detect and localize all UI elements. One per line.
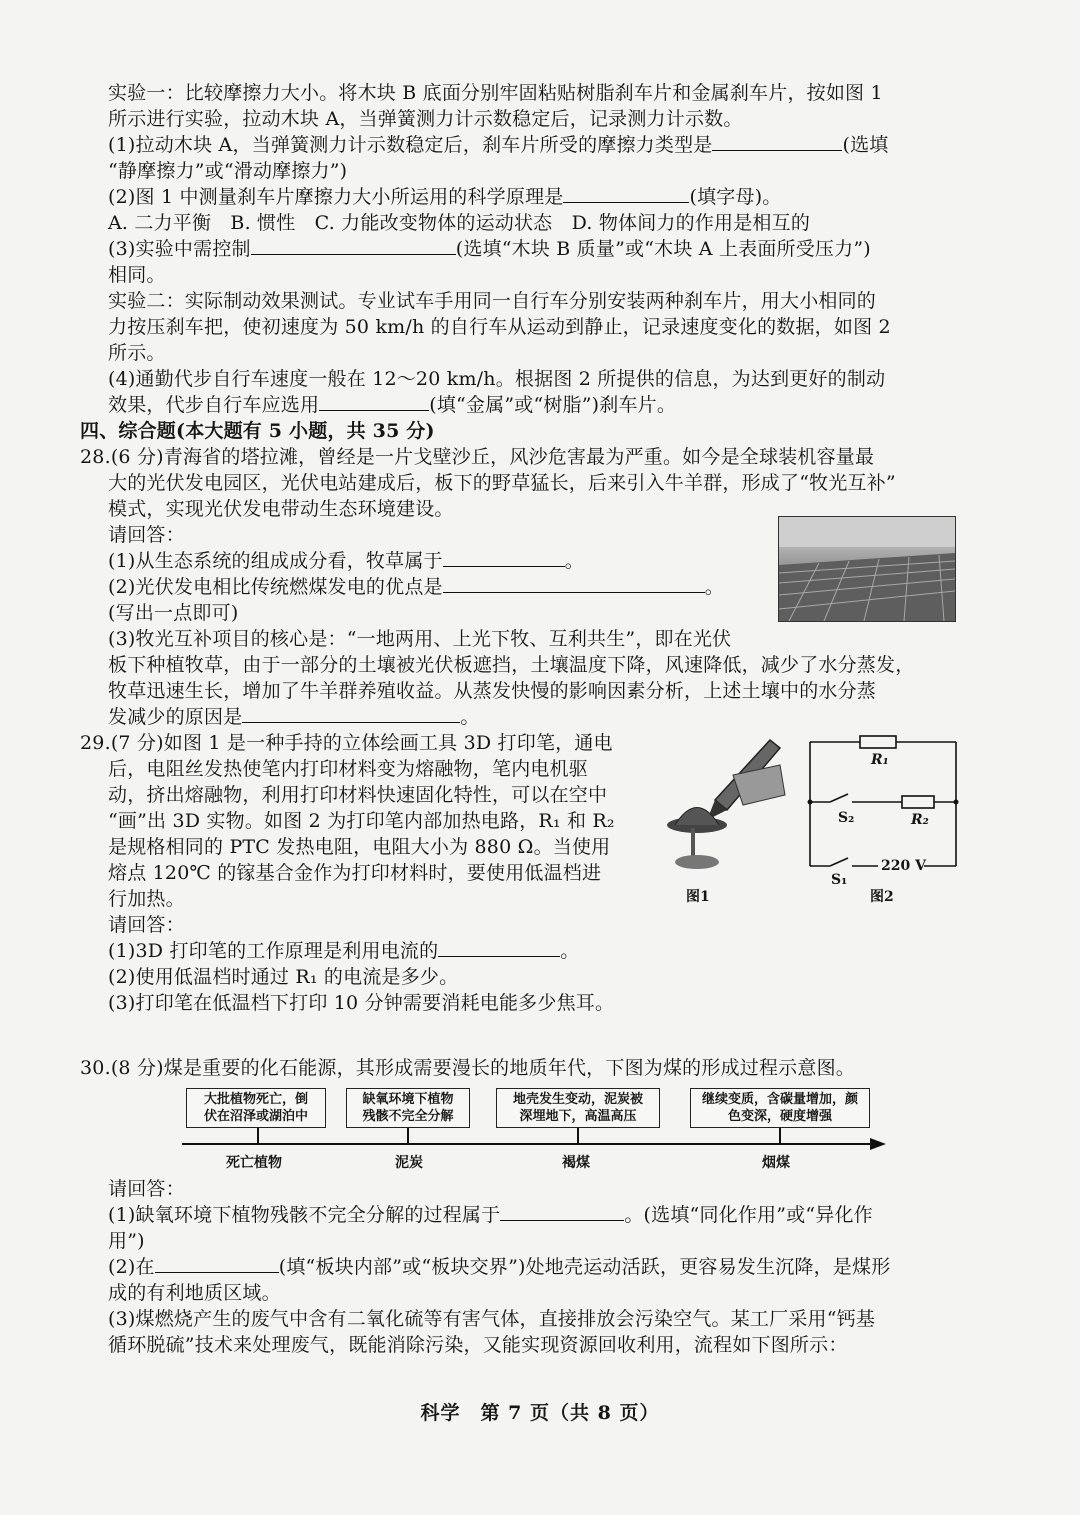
answer-blank[interactable]: [443, 574, 705, 593]
text-line: (3)煤燃烧产生的废气中含有二氧化硫等有害气体，直接排放会污染空气。某工厂采用“钙基: [108, 1308, 876, 1330]
answer-blank[interactable]: [242, 704, 460, 723]
text-line: (3)牧光互补项目的核心是：“一地两用、上光下牧、互利共生”，即在光伏: [108, 628, 732, 650]
3d-pen-illustration: [655, 720, 790, 880]
text-line: [108, 938, 748, 964]
timeline-label: 死亡植物: [226, 1155, 282, 1171]
timeline-box: [186, 1088, 326, 1128]
text-line: 所示进行实验，拉动木块 A，当弹簧测力计示数稳定后，记录测力计示数。: [108, 108, 743, 130]
text-line: [108, 1202, 968, 1228]
text-line: 所示。: [108, 342, 166, 364]
question-text: 发减少的原因是: [108, 706, 243, 728]
text-line: [108, 1254, 968, 1280]
solar-panels-illustration: [779, 517, 955, 621]
text-line: [108, 392, 968, 418]
box-text: 深埋地下，高温高压: [519, 1109, 637, 1124]
timeline-box: [496, 1088, 660, 1128]
text-line: 后，电阻丝发热使笔内打印材料变为熔融物，笔内电机驱: [108, 758, 589, 780]
solar-farm-photo: [778, 516, 956, 622]
question-text: (填“金属”或“树脂”)刹车片。: [429, 394, 677, 416]
text-line: [108, 184, 968, 210]
timeline-label: 泥炭: [395, 1155, 423, 1171]
box-text: 地壳发生变动，泥炭被: [512, 1092, 643, 1107]
question-text: 。: [560, 940, 580, 962]
text-line: (2)使用低温档时通过 R₁ 的电流是多少。: [108, 966, 459, 988]
text-line: [108, 236, 968, 262]
voltage-label: 220 V: [881, 858, 926, 874]
question-text: (3)实验中需控制: [108, 238, 251, 260]
answer-blank[interactable]: [712, 132, 842, 151]
question-29: 29.(7 分)如图 1 是一种手持的立体绘画工具 3D 打印笔，通电: [80, 732, 613, 754]
text-line: 熔点 120℃ 的镓基合金作为打印材料时，要使用低温档进: [108, 862, 602, 884]
box-text: 大批植物死亡，倒: [203, 1092, 308, 1107]
answer-blank[interactable]: [319, 392, 429, 411]
box-text: 继续变质，含碳量增加，颜: [701, 1092, 858, 1107]
text-line: 实验一：比较摩擦力大小。将木块 B 底面分别牢固粘贴树脂刹车片和金属刹车片，按如图 1: [108, 82, 883, 104]
question-text: (1)拉动木块 A，当弹簧测力计示数稳定后，刹车片所受的摩擦力类型是: [108, 134, 713, 156]
figure-2-label: 图2: [870, 889, 894, 905]
text-line: 牧草迅速生长，增加了牛羊群养殖收益。从蒸发快慢的影响因素分析，上述土壤中的水分蒸: [108, 680, 877, 702]
page-footer: 科学 第 7 页（共 8 页）: [420, 1402, 660, 1424]
text-line: 请回答：: [108, 914, 185, 936]
text-line: 行加热。: [108, 888, 185, 910]
question-text: (1)缺氧环境下植物残骸不完全分解的过程属于: [108, 1204, 501, 1226]
text-line: 相同。: [108, 264, 166, 286]
question-text: (填字母)。: [689, 186, 782, 208]
timeline-box: [690, 1088, 870, 1128]
answer-blank[interactable]: [438, 938, 560, 957]
question-text: (2)图 1 中测量刹车片摩擦力大小所运用的科学原理是: [108, 186, 564, 208]
question-28: 28.(6 分)青海省的塔拉滩，曾经是一片戈壁沙丘，风沙危害最为严重。如今是全球装机容量最: [80, 446, 875, 468]
question-text: (1)从生态系统的组成成分看，牧草属于: [108, 550, 443, 572]
question-text: (填“板块内部”或“板块交界”)处地壳运动活跃，更容易发生沉降，是煤形: [278, 1256, 891, 1278]
question-text: 。(选填“同化作用”或“异化作: [624, 1204, 873, 1226]
text-line: 请回答：: [108, 524, 185, 546]
question-text: 。: [564, 550, 584, 572]
timeline-label: 烟煤: [762, 1155, 790, 1171]
r2-label: R₂: [911, 812, 929, 828]
question-text: (2)在: [108, 1256, 155, 1278]
options-line: A. 二力平衡 B. 惯性 C. 力能改变物体的运动状态 D. 物体间力的作用是相互的: [108, 212, 811, 234]
text-line: “画”出 3D 实物。如图 2 为打印笔内部加热电路，R₁ 和 R₂: [108, 810, 615, 832]
text-line: 板下种植牧草，由于一部分的土壤被光伏板遮挡，土壤温度下降，风速降低，减少了水分蒸发，: [108, 654, 915, 676]
text-line: (4)通勤代步自行车速度一般在 12～20 km/h。根据图 2 所提供的信息，为达到更好的制动: [108, 368, 886, 390]
section-heading: 四、综合题(本大题有 5 小题，共 35 分): [80, 420, 435, 442]
question-text: 效果，代步自行车应选用: [108, 394, 320, 416]
text-line: 动，挤出熔融物，利用打印材料快速固化特性，可以在空中: [108, 784, 608, 806]
s2-label: S₂: [838, 810, 855, 826]
answer-blank[interactable]: [155, 1254, 279, 1273]
text-line: [108, 132, 968, 158]
text-line: 用”): [108, 1230, 145, 1252]
text-line: 成的有利地质区域。: [108, 1282, 281, 1304]
text-line: 实验二：实际制动效果测试。专业试车手用同一自行车分别安装两种刹车片，用大小相同的: [108, 290, 877, 312]
question-30: 30.(8 分)煤是重要的化石能源，其形成需要漫长的地质年代，下图为煤的形成过程示意图。: [80, 1057, 855, 1079]
text-line: 请回答：: [108, 1178, 185, 1200]
timeline-box: [346, 1088, 470, 1128]
timeline-arrow: [180, 1128, 900, 1158]
text-line: (写出一点即可): [108, 602, 239, 624]
figure-1-label: 图1: [686, 889, 710, 905]
question-text: 。: [460, 706, 480, 728]
text-line: “静摩擦力”或“滑动摩擦力”): [108, 160, 348, 182]
box-text: 色变深，硬度增强: [727, 1109, 832, 1124]
text-line: [108, 574, 748, 600]
box-text: 残骸不完全分解: [362, 1109, 454, 1124]
box-text: 缺氧环境下植物: [362, 1092, 454, 1107]
text-line: 循环脱硫”技术来处理废气，既能消除污染，又能实现资源回收利用，流程如下图所示：: [108, 1334, 848, 1356]
text-line: 是规格相同的 PTC 发热电阻，电阻大小为 880 Ω。当使用: [108, 836, 611, 858]
timeline-label: 褐煤: [562, 1155, 590, 1171]
text-line: 大的光伏发电园区，光伏电站建成后，板下的野草猛长，后来引入牛羊群，形成了“牧光互补”: [108, 472, 896, 494]
answer-blank[interactable]: [563, 184, 689, 203]
question-text: (2)光伏发电相比传统燃煤发电的优点是: [108, 576, 443, 598]
answer-blank[interactable]: [443, 548, 565, 567]
answer-blank[interactable]: [500, 1202, 624, 1221]
s1-label: S₁: [831, 872, 848, 888]
text-line: (3)打印笔在低温档下打印 10 分钟需要消耗电能多少焦耳。: [108, 992, 615, 1014]
text-line: [108, 704, 968, 730]
question-text: (选填“木块 B 质量”或“木块 A 上表面所受压力”): [455, 238, 871, 260]
question-text: (选填: [842, 134, 889, 156]
text-line: [108, 548, 748, 574]
question-text: 。: [704, 576, 724, 598]
box-text: 伏在沼泽或湖泊中: [203, 1109, 308, 1124]
text-line: 模式，实现光伏发电带动生态环境建设。: [108, 498, 454, 520]
answer-blank[interactable]: [251, 236, 456, 255]
text-line: 力按压刹车把，使初速度为 50 km/h 的自行车从运动到静止，记录速度变化的数据，如图 2: [108, 316, 891, 338]
question-text: (1)3D 打印笔的工作原理是利用电流的: [108, 940, 439, 962]
r1-label: R₁: [871, 752, 889, 768]
